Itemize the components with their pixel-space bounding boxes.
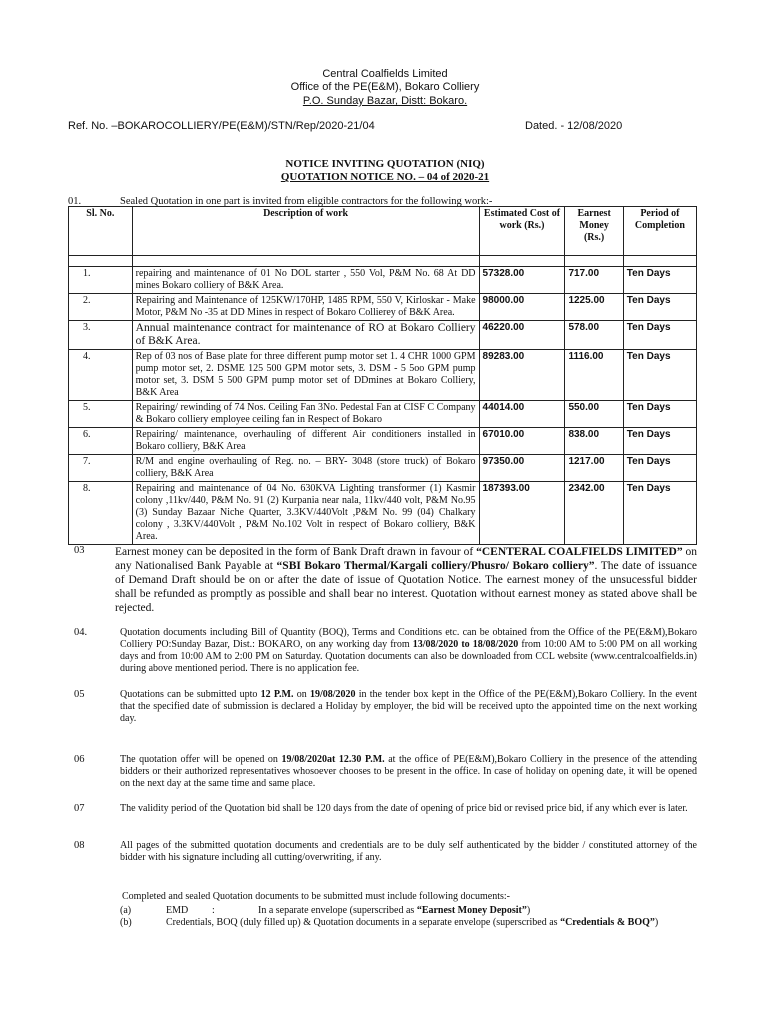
para-04-text xyxy=(120,627,697,675)
para-07-number: 07 xyxy=(74,803,85,814)
para-03-text xyxy=(115,545,697,615)
row-period: Ten Days xyxy=(623,455,696,482)
table-row xyxy=(69,455,697,482)
org-name: Central Coalfields Limited xyxy=(322,68,448,80)
row-description: Annual maintenance contract for maintenance of RO at Bokaro Colliery of B&K Area. xyxy=(132,321,479,350)
row-sl-no: 6. xyxy=(69,428,133,455)
para-06-opening: 19/08/2020at 12.30 P.M. xyxy=(281,754,385,765)
row-sl-no: 8. xyxy=(69,482,133,545)
header-sl-no: Sl. No. xyxy=(69,207,133,256)
row-sl-no: 1. xyxy=(69,267,133,294)
row-period: Ten Days xyxy=(623,267,696,294)
row-earnest-money: 717.00 xyxy=(565,267,623,294)
row-estimated-cost: 57328.00 xyxy=(479,267,565,294)
doc-b-superscription: “Credentials & BOQ” xyxy=(560,917,655,928)
para-04-part1: Quotation documents including Bill of Quantity (BOQ), Terms and Conditions etc. can be obtained from the Office of the PE(E&M),Bokaro Colliery PO:Sunday Bazar, Dist.: BOKARO, on any working day from xyxy=(120,627,697,650)
header-earnest-money: Earnest Money (Rs.) xyxy=(565,207,623,256)
para-06-text xyxy=(120,754,697,790)
row-earnest-money: 1225.00 xyxy=(565,294,623,321)
header-period: Period of Completion xyxy=(623,207,696,256)
para-06-number: 06 xyxy=(74,754,85,765)
doc-a-item: EMD xyxy=(166,905,189,916)
doc-a-text xyxy=(258,905,698,917)
row-period: Ten Days xyxy=(623,428,696,455)
row-sl-no: 7. xyxy=(69,455,133,482)
para-05-part3: in the tender box kept in the Office of the PE(E&M),Bokaro Colliery. In the event that the specified date of submission is declared a Holiday by employer, the bid will be received upto the appointed time on the next working day. xyxy=(120,689,697,724)
row-description: R/M and engine overhauling of Reg. no. – BRY- 3048 (store truck) of Bokaro colliery, B&K Area xyxy=(132,455,479,482)
works-table xyxy=(68,206,697,545)
para-06-part1: The quotation offer will be opened on xyxy=(120,754,282,765)
table-row xyxy=(69,350,697,401)
para-07-text: The validity period of the Quotation bid shall be 120 days from the date of opening of price bid or revised price bid, if any which ever is later. xyxy=(120,803,688,814)
notice-number: QUOTATION NOTICE NO. – 04 of 2020-21 xyxy=(280,171,490,183)
row-earnest-money: 2342.00 xyxy=(565,482,623,545)
para-06-part2: at the office of PE(E&M),Bokaro Colliery in the presence of the attending bidders or their authorized representatives whosoever chooses to be present in the office. In case of holiday on opening date, it will be opened on the next day at the same time and same place. xyxy=(120,754,697,789)
table-row xyxy=(69,267,697,294)
para-03-part3: . The date of issuance of Demand Draft should be on or after the date of issue of Quotation Notice. The earnest money of the unsucessful bidder shall be refunded as promptly as possible and shall bear no interest. Quotation without earnest money as stated above shall be rejected. xyxy=(115,560,697,614)
para-03-payee: “CENTERAL COALFIELDS LIMITED” xyxy=(476,546,683,558)
para-04-number: 04. xyxy=(74,627,88,638)
para-03-bank: “SBI Bokaro Thermal/Kargali colliery/Phusro/ Bokaro colliery” xyxy=(276,560,595,572)
table-spacer-row xyxy=(69,256,697,267)
row-period: Ten Days xyxy=(623,401,696,428)
para-05-date: 19/08/2020 xyxy=(309,689,356,700)
para-03-part1: Earnest money can be deposited in the form of Bank Draft drawn in favour of xyxy=(115,546,477,558)
row-sl-no: 2. xyxy=(69,294,133,321)
reference-number: Ref. No. –BOKAROCOLLIERY/PE(E&M)/STN/Rep/2020-21/04 xyxy=(68,120,375,132)
doc-b-text xyxy=(166,917,697,929)
header-estimated-cost: Estimated Cost of work (Rs.) xyxy=(479,207,565,256)
doc-a-end: ) xyxy=(526,905,531,916)
doc-a-desc: In a separate envelope (superscribed as xyxy=(258,905,417,916)
section-01-number: 01. xyxy=(68,196,82,207)
doc-b-desc: Credentials, BOQ (duly filled up) & Quotation documents in a separate envelope (superscribed as xyxy=(166,917,561,928)
row-estimated-cost: 89283.00 xyxy=(479,350,565,401)
section-01-text: Sealed Quotation in one part is invited from eligible contractors for the following work:- xyxy=(120,196,493,207)
row-estimated-cost: 44014.00 xyxy=(479,401,565,428)
para-03-number: 03 xyxy=(74,545,85,556)
table-header-row xyxy=(69,207,697,256)
doc-a-label: (a) xyxy=(120,905,132,916)
row-sl-no: 3. xyxy=(69,321,133,350)
row-earnest-money: 838.00 xyxy=(565,428,623,455)
doc-a-colon: : xyxy=(212,905,215,916)
table-row xyxy=(69,294,697,321)
row-estimated-cost: 98000.00 xyxy=(479,294,565,321)
office-name: Office of the PE(E&M), Bokaro Colliery xyxy=(290,81,480,93)
row-description: Repairing and maintenance of 04 No. 630KVA Lighting transformer (1) Kasmir colony ,11kv/440, P&M No. 91 (2) Kurpania near nala, 11kv/440 volt, P&M No.95 (3) Sunday Bazaar Niche Quarter, 3.3KV/440Volt ,P&M No. 99 (04) Chalkary colony , 3.3KV/440Volt , P&M No.102 Volt in respect of Bokaro colliery, B&K Area. xyxy=(132,482,479,545)
row-earnest-money: 1116.00 xyxy=(565,350,623,401)
para-04-dates: 13/08/2020 to 18/08/2020 xyxy=(412,639,519,650)
para-08-text: All pages of the submitted quotation documents and credentials are to be duly self authenticated by the bidder / constituted attorney of the bidder with his signature including all cutting/overwriting, if any. xyxy=(120,840,697,863)
office-address: P.O. Sunday Bazar, Distt: Bokaro. xyxy=(302,95,468,107)
header-description: Description of work xyxy=(132,207,479,256)
para-05-part1: Quotations can be submitted upto xyxy=(120,689,261,700)
row-description: repairing and maintenance of 01 No DOL starter , 550 Vol, P&M No. 68 At DD mines Bokaro colliery of B&K Area. xyxy=(132,267,479,294)
row-period: Ten Days xyxy=(623,294,696,321)
row-estimated-cost: 67010.00 xyxy=(479,428,565,455)
row-description: Rep of 03 nos of Base plate for three different pump motor set 1. 4 CHR 1000 GPM pump motor set, 2. DSME 125 500 GPM motor sets, 3. DSM - 5 5oo GPM pump motor set, 3. DSM 5 500 GPM pump motor set of DDmines at Bokaro Colliery, B&K Area xyxy=(132,350,479,401)
para-04-part2: from 10:00 AM to 5:00 PM on all working days and from 10:00 AM to 2:00 PM on Saturday. Quotation documents can also be downloaded from CCL website (www.centralcoalfields.in) during above mentioned period. There is no application fee. xyxy=(120,639,697,674)
table-row xyxy=(69,428,697,455)
row-estimated-cost: 187393.00 xyxy=(479,482,565,545)
para-05-text xyxy=(120,689,697,725)
row-earnest-money: 550.00 xyxy=(565,401,623,428)
row-estimated-cost: 97350.00 xyxy=(479,455,565,482)
para-05-number: 05 xyxy=(74,689,85,700)
row-estimated-cost: 46220.00 xyxy=(479,321,565,350)
row-sl-no: 5. xyxy=(69,401,133,428)
row-earnest-money: 578.00 xyxy=(565,321,623,350)
documents-intro: Completed and sealed Quotation documents to be submitted must include following documents:- xyxy=(122,891,510,902)
para-05-part2: on xyxy=(293,689,310,700)
row-period: Ten Days xyxy=(623,321,696,350)
row-period: Ten Days xyxy=(623,350,696,401)
table-row xyxy=(69,401,697,428)
para-03-part2: on any Nationalised Bank Payable at xyxy=(115,546,698,572)
para-05-time: 12 P.M. xyxy=(260,689,294,700)
para-08-number: 08 xyxy=(74,840,85,851)
table-row xyxy=(69,321,697,350)
doc-b-label: (b) xyxy=(120,917,132,928)
notice-title: NOTICE INVITING QUOTATION (NIQ) xyxy=(285,158,485,170)
row-description: Repairing and Maintenance of 125KW/170HP, 1485 RPM, 550 V, Kirloskar - Make Motor, P&M No -35 at DD Mines in respect of Bokaro Collierey of B&K Area. xyxy=(132,294,479,321)
notice-date: Dated. - 12/08/2020 xyxy=(525,120,623,132)
row-description: Repairing/ rewinding of 74 Nos. Ceiling Fan 3No. Pedestal Fan at CISF C Company & Bokaro colliery employee ceiling fan in Respect of Bokaro xyxy=(132,401,479,428)
table-row xyxy=(69,482,697,545)
doc-a-superscription: “Earnest Money Deposit” xyxy=(416,905,527,916)
row-sl-no: 4. xyxy=(69,350,133,401)
row-earnest-money: 1217.00 xyxy=(565,455,623,482)
row-description: Repairing/ maintenance, overhauling of different Air conditioners installed in Bokaro colliery, B&K Area xyxy=(132,428,479,455)
doc-b-end: ) xyxy=(654,917,659,928)
row-period: Ten Days xyxy=(623,482,696,545)
